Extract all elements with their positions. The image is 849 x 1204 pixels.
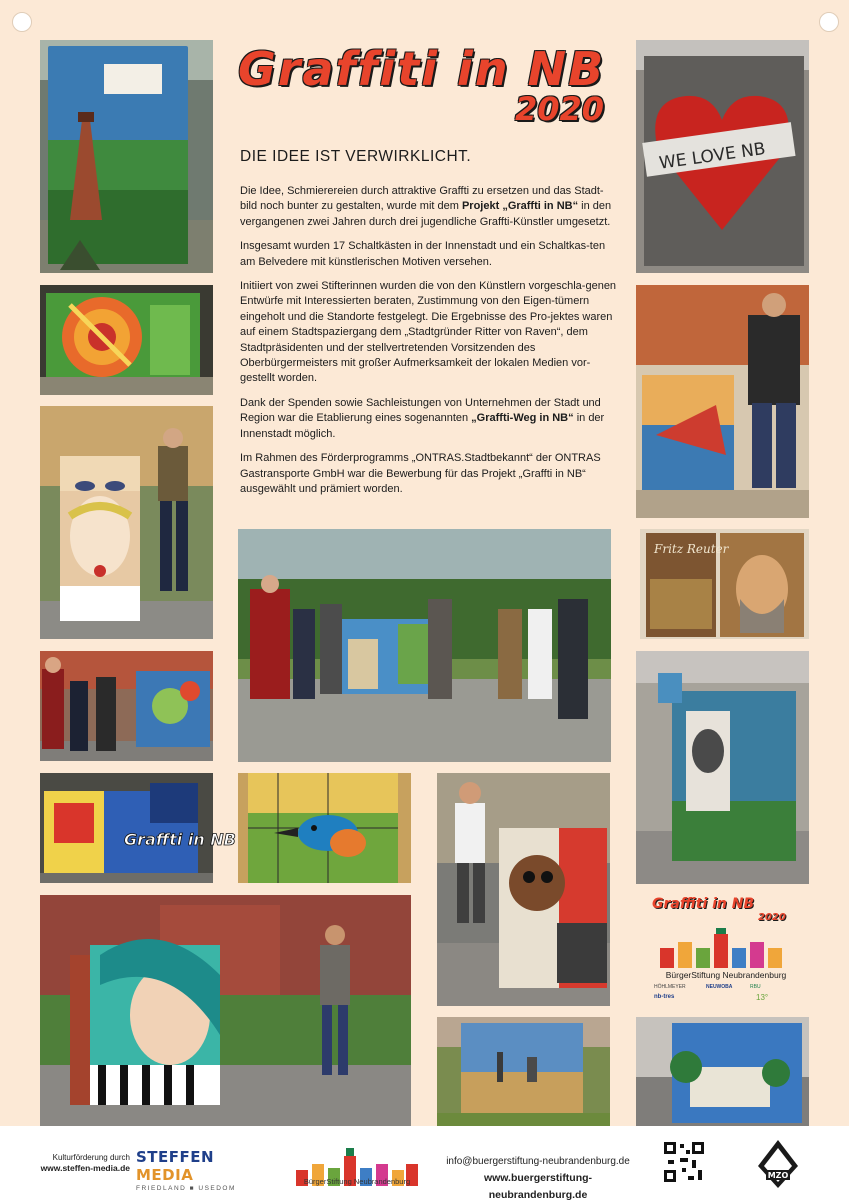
buergerstiftung-footer-label: BürgerStiftung Neubrandenburg	[303, 1177, 411, 1186]
photo-face-box-man	[40, 406, 213, 639]
photo-rose-box	[40, 285, 213, 395]
photo-kingfisher-box	[238, 773, 411, 883]
title-main: Graffiti in NB	[238, 42, 606, 96]
p4-text-b: in der Innenstadt möglich.	[240, 412, 605, 440]
photo-cityscape-box	[437, 1017, 610, 1127]
photo-girl-box-artist	[40, 895, 411, 1128]
sponsor-label: Kulturförderung durch	[52, 1153, 130, 1162]
photo-heart-box	[636, 40, 809, 273]
contact-web[interactable]: www.buergerstiftung-neubrandenburg.de	[483, 1172, 593, 1201]
poster-title	[238, 38, 618, 138]
photo-artist-box-right	[636, 285, 809, 518]
sponsor-1: HÖHLMEYER	[654, 984, 686, 990]
sponsor-3: NEUWOBA	[706, 984, 733, 990]
steffen-word: STEFFEN	[136, 1148, 215, 1166]
steffen-media-wordmark	[136, 1148, 256, 1184]
p4-bold: „Graffti-Weg in NB“	[471, 412, 574, 425]
box-graffiti-text: Graffti in NB	[124, 830, 236, 849]
paragraph-3: Initiiert von zwei Stifterinnen wurden die von den Künstlern vorgeschla-genen Entwürfe mit Interessierten beraten, Zustimmung von den Eigen-tümern eingeholt und die Standorte festgelegt. Die Ergebnisse des Pro-jektes waren auf einem Stadtspaziergang dem „Stadtgründer Ritter von Raven“, dem Stadtpräsidenten und der stellvertretenden Vorsitzenden des Oberbürgermeisters mit großer Aufmerksamkeit der lokalen Medien vor-gestellt worden.	[240, 280, 617, 385]
buergerstiftung-icon	[660, 928, 790, 968]
p1-text-b: in den vergangenen zwei Jahren durch drei jugendliche Graffti-Künstler umgesetzt.	[240, 200, 612, 228]
p4-text-a: Dank der Spenden sowie Sachleistungen von Unternehmen der Stadt und Region war die Etablierung eines sogenannten	[240, 396, 601, 425]
footer	[0, 1126, 849, 1200]
photo-graffiti-in-nb-box	[40, 773, 236, 883]
contact-email[interactable]: info@buergerstiftung-neubrandenburg.de	[446, 1156, 630, 1167]
sponsor-4: RBU	[750, 984, 761, 990]
grommet-top-right	[819, 12, 839, 32]
paragraph-1	[240, 184, 618, 230]
title-year: 2020	[514, 90, 604, 128]
p1-text-a: Die Idee, Schmierereien durch attraktive Graffti zu ersetzen und das Stadt-bild noch bunter zu gestalten, wurde mit dem	[240, 185, 604, 213]
photo-lighthouse-box	[40, 40, 213, 273]
headline: DIE IDEE IST VERWIRKLICHT.	[240, 148, 472, 165]
photo-group-walk	[238, 529, 611, 762]
sponsor-2: nb-tres	[654, 994, 675, 1000]
sponsor-credit	[40, 1152, 130, 1174]
steffen-media-logo	[136, 1148, 256, 1192]
buergerstiftung-footer-icon	[292, 1136, 422, 1196]
qr-code-icon[interactable]	[662, 1140, 706, 1184]
sponsor-url[interactable]: www.steffen-media.de	[40, 1163, 130, 1173]
article-text	[240, 148, 618, 506]
photo-old-man-box	[636, 651, 809, 884]
small-logo-title: Graffiti in NB	[652, 896, 755, 912]
paragraph-2: Insgesamt wurden 17 Schaltkästen in der Innenstadt und ein Schaltkas-ten am Belvedere mit künstlerischen Motiven versehen.	[240, 240, 606, 268]
paragraph-4	[240, 396, 618, 442]
small-logo-stiftung: BürgerStiftung Neubrandenburg	[665, 970, 787, 980]
small-logo-year: 2020	[758, 912, 786, 923]
photo-building-box	[636, 1017, 809, 1127]
project-logo-block	[640, 892, 810, 1014]
portrait-sign: Fritz Reuter	[654, 542, 729, 556]
photo-group-creature-box	[40, 651, 213, 761]
mzo-emblem-icon	[752, 1136, 804, 1190]
heart-banner-text: WE LOVE NB	[657, 139, 767, 174]
grommet-top-left	[12, 12, 32, 32]
mzo-logo	[752, 1136, 804, 1190]
photo-portrait-box	[640, 529, 809, 639]
steffen-media-sub: FRIEDLAND ■ USEDOM	[136, 1185, 236, 1192]
sponsor-5: 13°	[756, 993, 769, 1002]
media-word: MEDIA	[136, 1166, 194, 1184]
contact-info	[438, 1154, 638, 1204]
mzo-text: MZO	[767, 1171, 789, 1180]
p1-bold: Projekt „Graffti in NB“	[461, 200, 579, 213]
sponsor-logos	[654, 984, 802, 1006]
paragraph-5: Im Rahmen des Förderprogramms „ONTRAS.Stadtbekannt“ der ONTRAS Gastransporte GmbH war die Bewerbung für das Projekt „Graffti in NB“ ausgewählt und prämiert worden.	[240, 452, 601, 495]
photo-owl-box-artist	[437, 773, 610, 1006]
